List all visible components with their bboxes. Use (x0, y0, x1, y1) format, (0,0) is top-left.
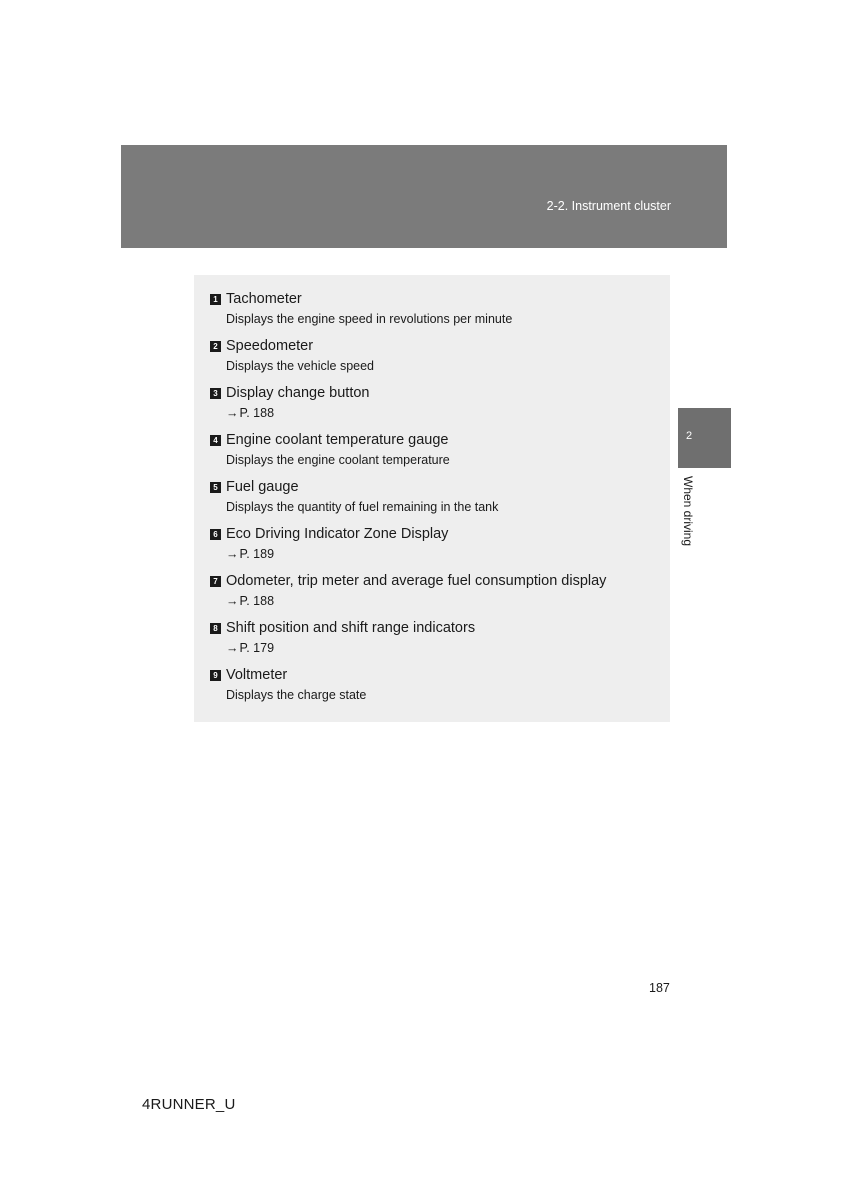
page-reference: →P. 179 (226, 641, 275, 655)
item-number-badge: 7 (210, 576, 221, 587)
chapter-label: When driving (681, 476, 695, 547)
item-number-badge: 4 (210, 435, 221, 446)
arrow-right-icon: → (226, 594, 239, 608)
item-title: Odometer, trip meter and average fuel consumption display (226, 573, 607, 589)
legend-item-eco-driving (210, 524, 660, 561)
item-title: Display change button (226, 385, 370, 401)
item-title: Speedometer (226, 338, 314, 354)
item-title: Engine coolant temperature gauge (226, 432, 449, 448)
legend-item-coolant-gauge (210, 430, 660, 467)
item-description: Displays the engine speed in revolutions per minute (226, 312, 513, 326)
item-number-badge: 8 (210, 623, 221, 634)
legend-box (194, 275, 670, 722)
item-number-badge: 9 (210, 670, 221, 681)
item-number-badge: 2 (210, 341, 221, 352)
item-number-badge: 6 (210, 529, 221, 540)
legend-item-speedometer (210, 336, 660, 373)
chapter-number: 2 (686, 430, 693, 442)
page-reference: →P. 188 (226, 594, 275, 608)
section-title: 2-2. Instrument cluster (546, 199, 671, 213)
item-description: Displays the engine coolant temperature (226, 453, 450, 467)
document-code: 4RUNNER_U (142, 1096, 236, 1113)
legend-item-odometer (210, 571, 660, 608)
page-number: 187 (649, 981, 670, 995)
arrow-right-icon: → (226, 641, 239, 655)
item-title: Tachometer (226, 291, 302, 307)
item-title: Eco Driving Indicator Zone Display (226, 526, 449, 542)
legend-item-tachometer (210, 289, 660, 326)
legend-item-display-change-button (210, 383, 660, 420)
chapter-tab (678, 408, 731, 468)
item-title: Fuel gauge (226, 479, 299, 495)
item-number-badge: 3 (210, 388, 221, 399)
item-description: Displays the quantity of fuel remaining in the tank (226, 500, 499, 514)
legend-item-voltmeter (210, 665, 660, 702)
legend-item-fuel-gauge (210, 477, 660, 514)
arrow-right-icon: → (226, 547, 239, 561)
item-number-badge: 1 (210, 294, 221, 305)
item-title: Voltmeter (226, 667, 288, 683)
item-description: Displays the vehicle speed (226, 359, 374, 373)
legend-item-shift-indicators (210, 618, 660, 655)
item-description: Displays the charge state (226, 688, 367, 702)
header-band (121, 145, 727, 248)
page-reference: →P. 188 (226, 406, 275, 420)
arrow-right-icon: → (226, 406, 239, 420)
page-reference: →P. 189 (226, 547, 275, 561)
item-number-badge: 5 (210, 482, 221, 493)
item-title: Shift position and shift range indicators (226, 620, 476, 636)
